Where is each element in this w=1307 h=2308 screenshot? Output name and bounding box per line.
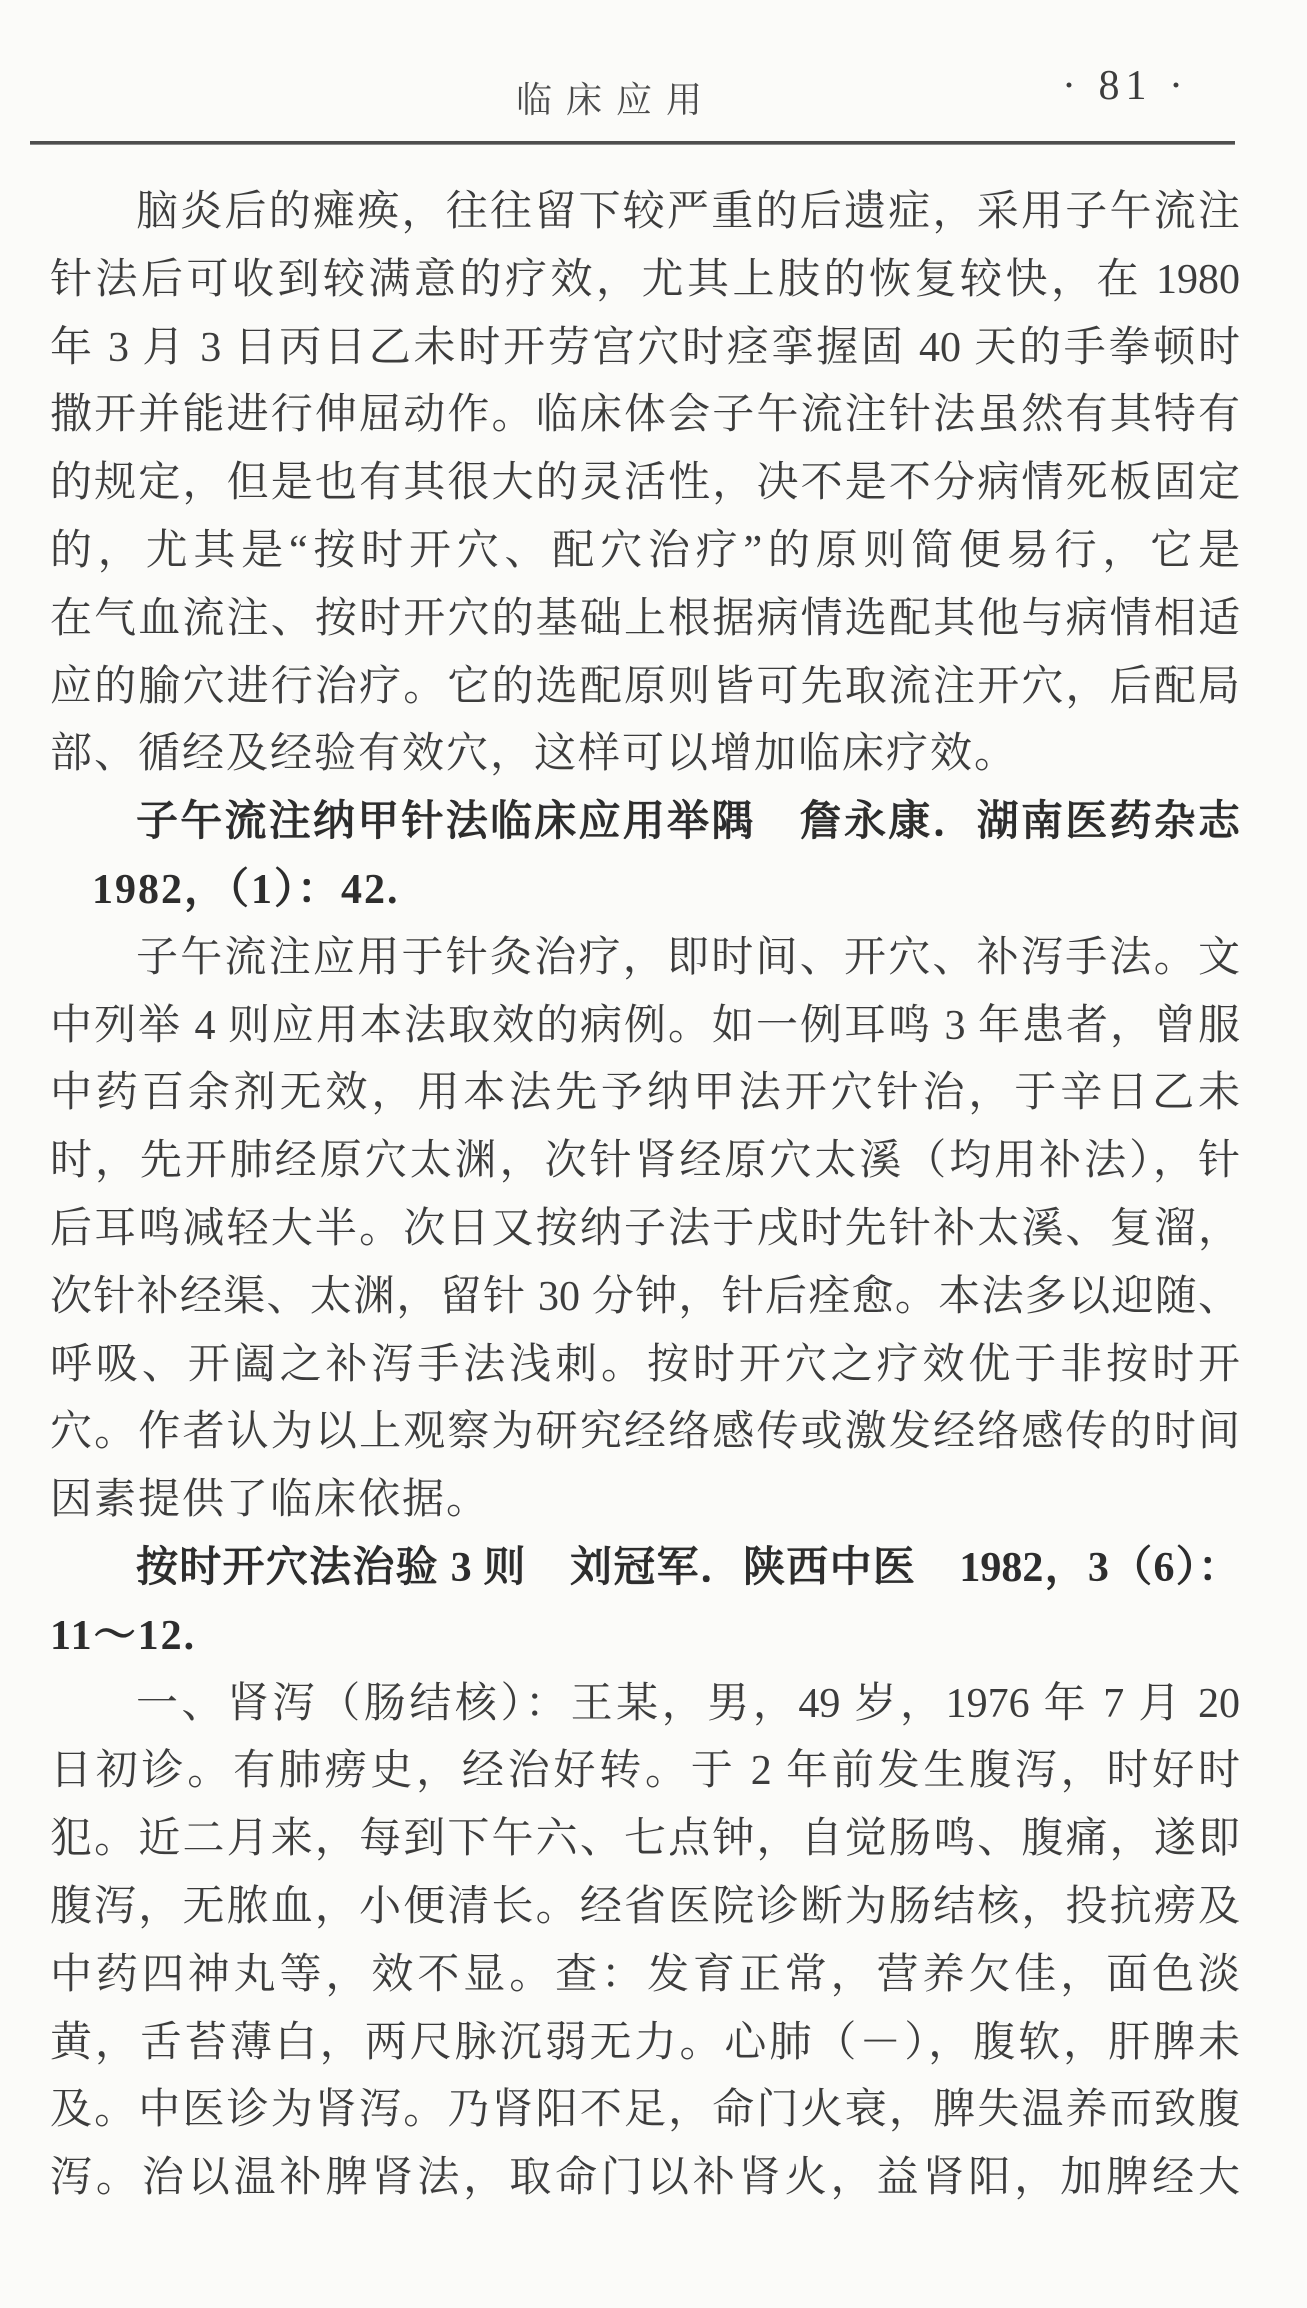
text-line: 呼吸、开阖之补泻手法浅刺。按时开穴之疗效优于非按时开 <box>50 1341 1240 1388</box>
text-line: 中药四神丸等，效不显。查：发育正常，营养欠佳，面色淡 <box>50 1951 1240 1998</box>
text-line: 泻。治以温补脾肾法，取命门以补肾火，益肾阳，加脾经大 <box>50 2155 1240 2202</box>
running-header-title: 临床应用 <box>515 80 717 120</box>
header-rule <box>30 141 1235 145</box>
text-line: 日初诊。有肺痨史，经治好转。于 2 年前发生腹泻，时好时 <box>50 1748 1240 1795</box>
text-line: 针法后可收到较满意的疗效，尤其上肢的恢复较快，在 1980 <box>50 256 1240 303</box>
text-line: 次针补经渠、太渊，留针 30 分钟，针后痊愈。本法多以迎随、 <box>50 1273 1240 1320</box>
citation-heading: 1982，（1）：42. <box>92 866 400 913</box>
page-number: · 81 · <box>1062 63 1189 109</box>
text-line: 的，尤其是“按时开穴、配穴治疗”的原则简便易行，它是 <box>50 527 1240 574</box>
text-line: 的规定，但是也有其很大的灵活性，决不是不分病情死板固定 <box>50 460 1240 507</box>
citation-heading: 按时开穴法治验 3 则 刘冠军．陕西中医 1982，3（6）： <box>136 1544 1240 1591</box>
text-line: 部、循经及经验有效穴，这样可以增加临床疗效。 <box>50 731 1019 778</box>
text-line: 犯。近二月来，每到下午六、七点钟，自觉肠鸣、腹痛，遂即 <box>50 1816 1240 1863</box>
text-line: 及。中医诊为肾泻。乃肾阳不足，命门火衰，脾失温养而致腹 <box>50 2087 1240 2134</box>
text-line: 一、肾泻（肠结核）：王某，男，49 岁，1976 年 7 月 20 <box>136 1680 1240 1727</box>
text-line: 脑炎后的瘫痪，往往留下较严重的后遗症，采用子午流注 <box>136 189 1240 235</box>
text-line: 中列举 4 则应用本法取效的病例。如一例耳鸣 3 年患者，曾服 <box>50 1002 1240 1049</box>
text-line: 黄，舌苔薄白，两尺脉沉弱无力。心肺（－），腹软，肝脾未 <box>50 2019 1240 2066</box>
text-line: 子午流注应用于针灸治疗，即时间、开穴、补泻手法。文 <box>136 934 1240 981</box>
text-line: 穴。作者认为以上观察为研究经络感传或激发经络感传的时间 <box>50 1409 1240 1456</box>
text-line: 撒开并能进行伸屈动作。临床体会子午流注针法虽然有其特有 <box>50 392 1240 439</box>
text-line: 应的腧穴进行治疗。它的选配原则皆可先取流注开穴，后配局 <box>50 663 1240 710</box>
text-line: 年 3 月 3 日丙日乙未时开劳宫穴时痉挛握固 40 天的手拳顿时 <box>50 324 1240 371</box>
text-line: 后耳鸣减轻大半。次日又按纳子法于戌时先针补太溪、复溜， <box>50 1205 1240 1252</box>
text-line: 时，先开肺经原穴太渊，次针肾经原穴太溪（均用补法），针 <box>50 1138 1240 1185</box>
text-line: 中药百余剂无效，用本法先予纳甲法开穴针治，于辛日乙未 <box>50 1070 1240 1117</box>
citation-heading: 11～12. <box>50 1612 197 1659</box>
text-line: 腹泻，无脓血，小便清长。经省医院诊断为肠结核，投抗痨及 <box>50 1883 1240 1930</box>
body-text <box>50 179 1240 2213</box>
citation-heading: 子午流注纳甲针法临床应用举隅 詹永康．湖南医药杂志 <box>136 799 1240 846</box>
text-line: 在气血流注、按时开穴的基础上根据病情选配其他与病情相适 <box>50 595 1240 642</box>
text-line: 因素提供了临床依据。 <box>50 1477 491 1524</box>
